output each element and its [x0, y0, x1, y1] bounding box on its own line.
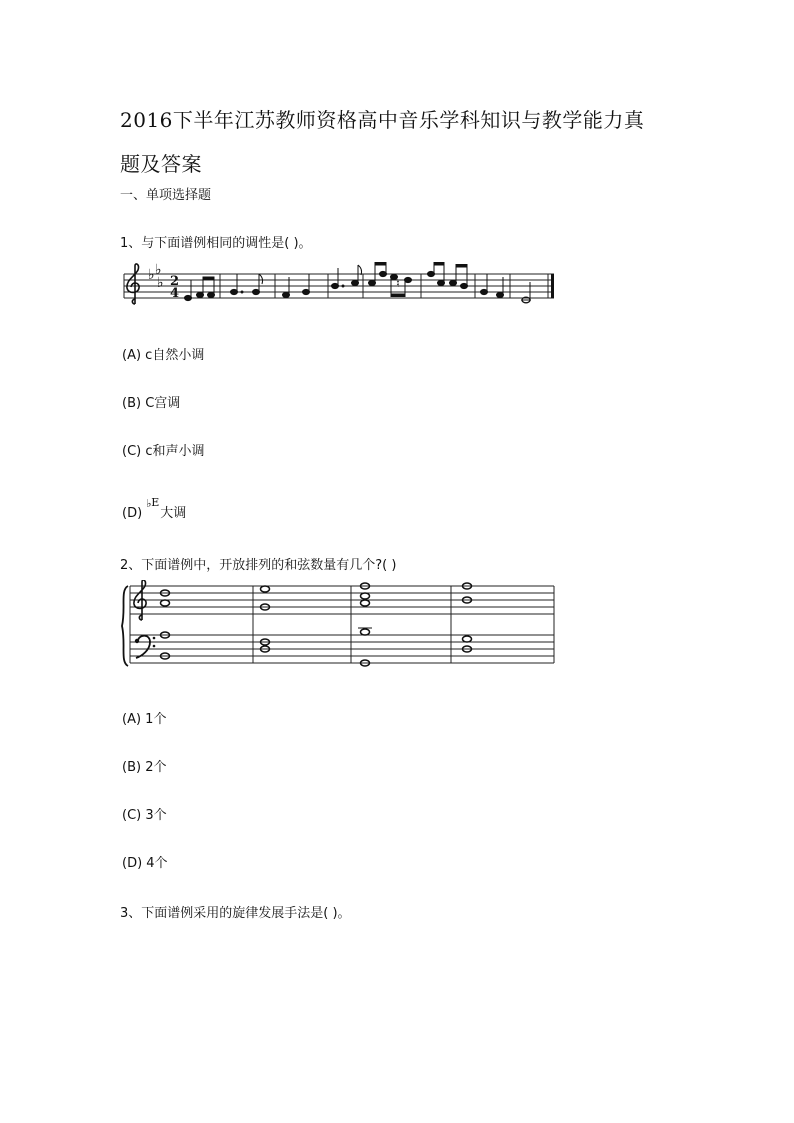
key-flat-b: ♭ [148, 267, 155, 283]
q2-option-a[interactable]: (A) 1个 [122, 712, 167, 727]
question-3-text: 3、下面谱例采用的旋律发展手法是( )。 [120, 906, 351, 921]
q2-option-d[interactable]: (D) 4个 [122, 856, 168, 871]
q2-option-b[interactable]: (B) 2个 [122, 760, 167, 775]
time-sig-top: 2 [170, 274, 180, 289]
doc-title-line2: 题及答案 [120, 152, 202, 176]
key-flat-e: ♭ [157, 275, 164, 291]
key-flat-a: ♭ [155, 262, 162, 278]
time-sig-bottom: 4 [170, 286, 180, 301]
q2-score [118, 580, 558, 672]
q1-option-d[interactable] [122, 496, 187, 521]
flat-e-symbol: ♭ E [146, 496, 160, 510]
natural-sign: ♮ [396, 277, 400, 290]
q1-option-c[interactable]: (C) c和声小调 [122, 444, 205, 459]
q1-option-d-prefix: (D) [122, 506, 147, 521]
q1-score [118, 260, 560, 310]
q1-option-d-suffix: 大调 [160, 506, 187, 521]
q1-option-b[interactable]: (B) C宫调 [122, 396, 181, 411]
q2-option-c[interactable]: (C) 3个 [122, 808, 167, 823]
section-heading: 一、单项选择题 [120, 188, 212, 203]
question-2-text: 2、下面谱例中，开放排列的和弦数量有几个?( ) [120, 558, 397, 573]
doc-title-line1: 2016下半年江苏教师资格高中音乐学科知识与教学能力真 [120, 108, 645, 132]
q1-option-a[interactable]: (A) c自然小调 [122, 348, 205, 363]
question-1-text: 1、与下面谱例相同的调性是( )。 [120, 236, 312, 251]
